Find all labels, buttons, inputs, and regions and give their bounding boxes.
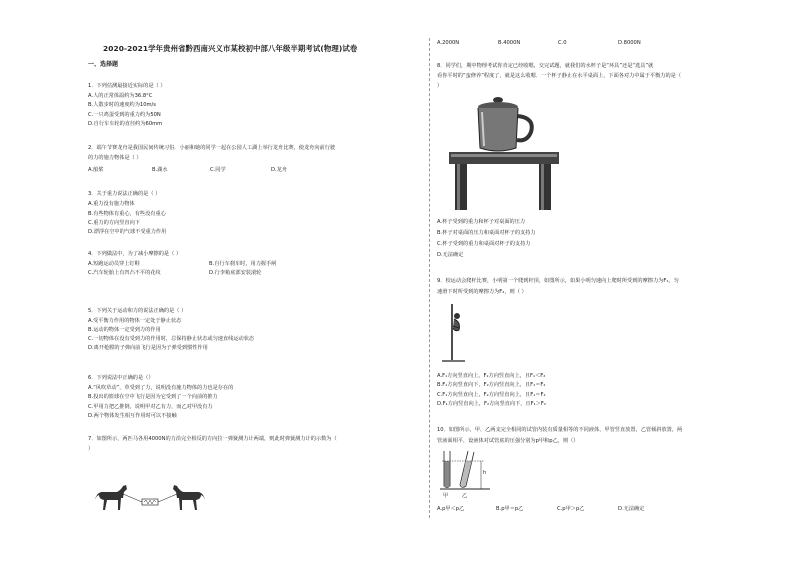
q3-option-c[interactable]: C.重力的方向竖直向下 bbox=[88, 220, 140, 226]
q5-option-d[interactable]: D.离开枪膛的子弹向前飞行是因为子弹受到惯性作用 bbox=[88, 345, 208, 351]
q6-option-a[interactable]: A.“风吹草动”，草受到了力，说明没有施力物体的力也是存在的 bbox=[88, 385, 234, 391]
q10-option-a[interactable]: A.p甲＜p乙 bbox=[437, 506, 465, 512]
q8-option-c[interactable]: C.杯子受到的重力和桌面对杯子的支持力 bbox=[437, 241, 531, 247]
pole-climbing-figure bbox=[439, 302, 467, 364]
q4-option-d[interactable]: D.行李箱底部安装滚轮 bbox=[209, 270, 262, 276]
q3-option-d[interactable]: D.漂浮在空中的气球不受重力作用 bbox=[88, 229, 167, 235]
q9-stem-line1: 9．校运动会爬杆比赛，小明第一个爬到杆顶，如图所示，如果小明匀速向上爬时所受到的摩擦力为F₁，匀 bbox=[437, 278, 679, 284]
q7-option-b[interactable]: B.4000N bbox=[498, 40, 521, 46]
cup-on-table-figure bbox=[449, 94, 559, 210]
q1-stem: 1．下列估测最接近实际的是（ ） bbox=[88, 83, 166, 89]
q1-option-c[interactable]: C.一只鸡蛋受到的重力约为50N bbox=[88, 112, 161, 118]
q2-stem-line1: 2．端午节赛龙舟是我国民间传统习俗．小丽和她的同学一起在公园人工湖上举行龙舟比赛，使龙舟向前行驶 bbox=[88, 145, 336, 151]
q2-stem-line2: 的力的施力物体是（ ） bbox=[88, 155, 142, 161]
q1-option-b[interactable]: B.人散步时的速度约为10m/s bbox=[88, 102, 156, 108]
page-title: 2020-2021学年贵州省黔西南兴义市某校初中部八年级半期考试(物理)试卷 bbox=[103, 44, 358, 53]
q2-option-b[interactable]: B.湖水 bbox=[152, 167, 168, 173]
q4-option-a[interactable]: A.短跑运动员穿上钉鞋 bbox=[88, 261, 140, 267]
q1-option-d[interactable]: D.自行车车轮的直径约为60mm bbox=[88, 121, 163, 127]
q10-label-yi: 乙 bbox=[462, 493, 468, 499]
q9-option-d[interactable]: D.F₁方向竖直向上，F₂方向竖直向下，且F₁＞F₂ bbox=[437, 401, 546, 407]
q7-option-c[interactable]: C.0 bbox=[558, 40, 567, 46]
q10-stem-line2: 管液面相平，设液体对试管底的压强分别为p甲和p乙，则（） bbox=[437, 438, 579, 444]
q4-stem: 4．下列做法中，为了减小摩擦的是（ ） bbox=[88, 251, 182, 257]
q7-stem-line2: ） bbox=[88, 446, 94, 452]
q10-option-b[interactable]: B.p甲＝p乙 bbox=[496, 506, 524, 512]
q8-option-b[interactable]: B.杯子对桌面的压力和桌面对杯子的支持力 bbox=[437, 230, 536, 236]
q6-option-c[interactable]: C.甲用力把乙推倒，说明甲对乙有力，而乙对甲没有力 bbox=[88, 404, 213, 410]
q3-option-b[interactable]: B.有些物体有重心，有些没有重心 bbox=[88, 211, 166, 217]
q2-option-c[interactable]: C.同学 bbox=[210, 167, 226, 173]
section-heading: 一、选择题 bbox=[88, 61, 119, 68]
q8-stem-line3: ） bbox=[437, 83, 443, 89]
q5-option-b[interactable]: B.运动的物体一定受到力的作用 bbox=[88, 327, 161, 333]
q10-option-d[interactable]: D.无法确定 bbox=[618, 506, 645, 512]
q7-option-a[interactable]: A.2000N bbox=[437, 40, 460, 46]
q4-option-b[interactable]: B.自行车刹车时，用力握手闸 bbox=[209, 261, 277, 267]
q4-option-c[interactable]: C.汽车轮胎上有凹凸不平的花纹 bbox=[88, 270, 161, 276]
q10-label-jia: 甲 bbox=[443, 493, 449, 499]
q9-option-c[interactable]: C.F₁方向竖直向上，F₂方向竖直向上，且F₁＝F₂ bbox=[437, 392, 546, 398]
q10-label-h: h bbox=[483, 470, 487, 476]
q2-option-a[interactable]: A.船桨 bbox=[88, 167, 104, 173]
q9-option-b[interactable]: B.F₁方向竖直向下，F₂方向竖直向上，且F₁＝F₂ bbox=[437, 382, 546, 388]
q8-stem-line1: 8．同学们，期中物理考试你肯定已经收嗯，交完试题，就我们的水杯子是“环具”还是“选具”就 bbox=[437, 63, 654, 69]
q9-stem-line2: 速滑下时所受到的摩擦力为F₂，则（ ） bbox=[437, 289, 527, 295]
q3-stem: 3．关于重力说法正确的是（ ） bbox=[88, 191, 161, 197]
q2-option-d[interactable]: D.龙舟 bbox=[271, 167, 288, 173]
q6-stem: 6．下列说法中正确的是（） bbox=[88, 375, 154, 381]
q6-option-b[interactable]: B.投出的篮球在空中飞行是因为它受到了一个向前的推力 bbox=[88, 394, 218, 400]
q1-option-a[interactable]: A.人的正常体温约为36.8°C bbox=[88, 93, 153, 99]
horses-pulling-scale-figure bbox=[95, 482, 205, 518]
q7-option-d[interactable]: D.8000N bbox=[618, 40, 641, 46]
q7-stem-line1: 7．如图所示，两匹马各用4000N的力沿完全相反的方向拉一弹簧测力计两端，则此时弹簧测力计的示数为（ bbox=[88, 436, 337, 442]
q6-option-d[interactable]: D.两个物体发生相互作用时可以不接触 bbox=[88, 413, 177, 419]
q9-option-a[interactable]: A.F₁方向竖直向上，F₂方向竖直向上，且F₁＜F₂ bbox=[437, 373, 546, 379]
q8-option-a[interactable]: A.杯子受到的重力和杯子对桌面的压力 bbox=[437, 219, 526, 225]
q10-option-c[interactable]: C.p甲＞p乙 bbox=[557, 506, 585, 512]
q3-option-a[interactable]: A.重力没有施力物体 bbox=[88, 201, 135, 207]
q8-option-d[interactable]: D.无法确定 bbox=[437, 252, 464, 258]
q5-stem: 5．下列关于运动和力的说法正确的是（ ） bbox=[88, 308, 187, 314]
column-divider bbox=[429, 38, 430, 518]
q8-stem-line2: 看你平时的“蛮修养”程度了，就是这么收嗯．一个杯子静止在水平桌面上，下面各对力中属于平衡力的是（ bbox=[437, 73, 682, 79]
q5-option-c[interactable]: C.一切物体在没有受到力的作用时，总保持静止状态或匀速直线运动状态 bbox=[88, 336, 255, 342]
q10-stem-line1: 10．如图所示，甲、乙两支完全相同的试管内装有质量相等的不同液体，甲管竖直放置，乙管倾斜放置，两 bbox=[437, 427, 683, 433]
q5-option-a[interactable]: A.受平衡力作用的物体一定处于静止状态 bbox=[88, 318, 182, 324]
